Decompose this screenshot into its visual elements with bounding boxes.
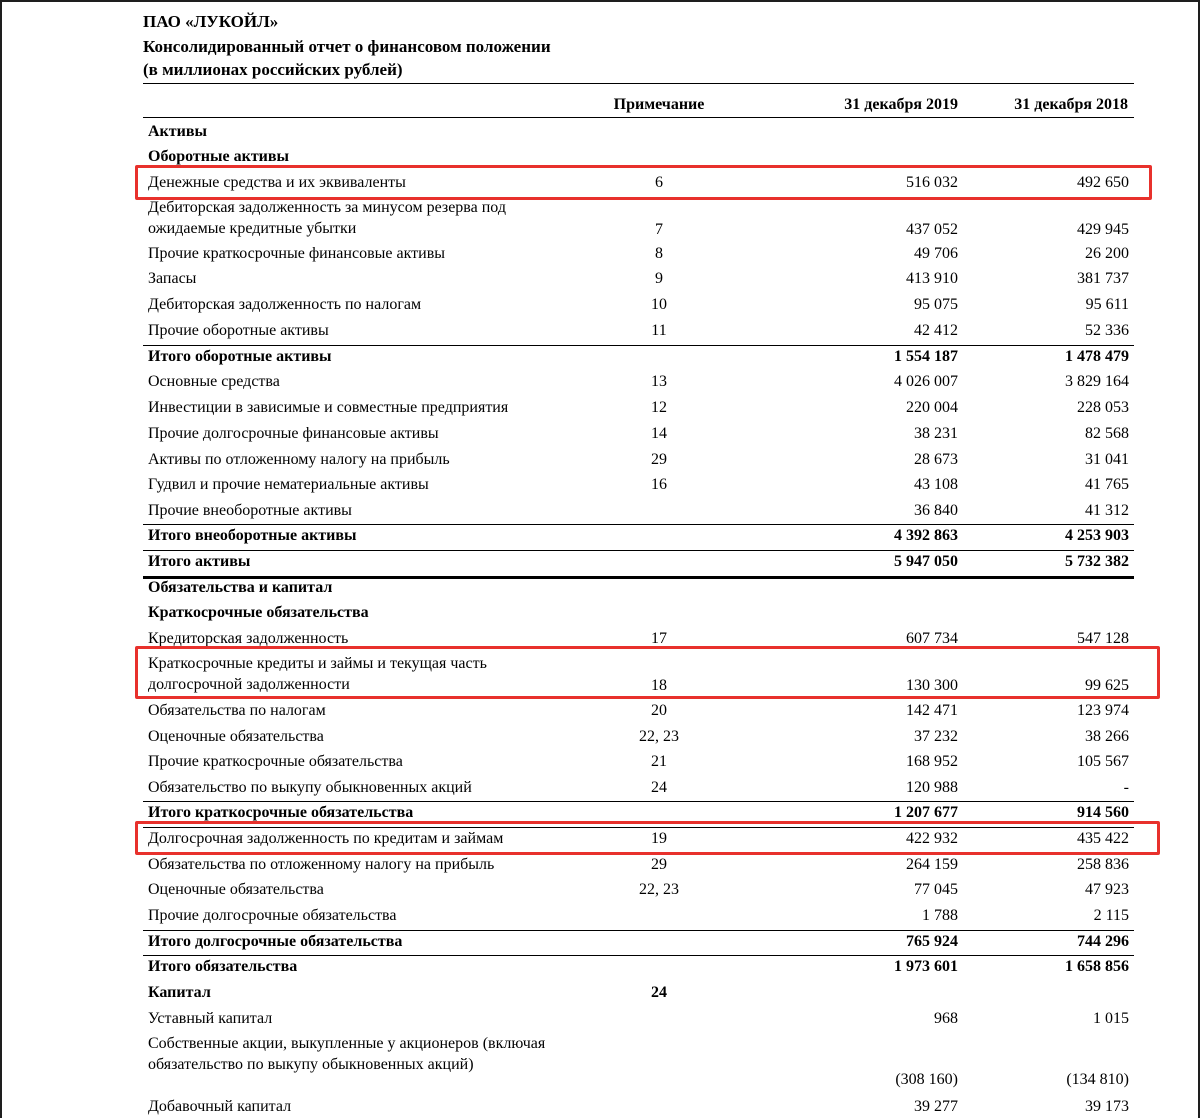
row-label: Краткосрочные обязательства [148, 604, 369, 621]
row-note: 10 [651, 296, 667, 313]
row-value-2019: 1 207 677 [894, 804, 958, 821]
row-value-2019: 142 471 [906, 702, 958, 719]
row-note: 12 [651, 399, 667, 416]
row-label: Обязательства по отложенному налогу на прибыль [148, 856, 495, 873]
row-note: 14 [651, 425, 667, 442]
row-note: 22, 23 [639, 881, 679, 898]
row-label: Прочие долгосрочные обязательства [148, 907, 397, 924]
total-rule [143, 955, 1134, 956]
row-label: Основные средства [148, 373, 280, 390]
highlight-box-cash [135, 165, 1152, 200]
row-label: Итого краткосрочные обязательства [148, 804, 414, 821]
table-row [0, 346, 1200, 370]
row-note: 20 [651, 702, 667, 719]
highlight-box-short-term-debt [135, 646, 1160, 699]
row-value-2019: 264 159 [906, 856, 958, 873]
row-label: Прочие краткосрочные финансовые активы [148, 245, 445, 262]
row-note: 13 [651, 373, 667, 390]
row-note: 24 [651, 984, 667, 1001]
report-units: (в миллионах российских рублей) [143, 60, 403, 79]
row-value-2019: 77 045 [914, 881, 958, 898]
table-row [0, 577, 1200, 601]
total-rule [143, 801, 1134, 802]
row-value-2018: (134 810) [1066, 1071, 1129, 1088]
row-note: 7 [655, 221, 663, 238]
row-value-2018: 1 015 [1093, 1010, 1129, 1027]
row-value-2019: 968 [934, 1010, 958, 1027]
row-label: Оценочные обязательства [148, 881, 324, 898]
row-value-2019: 28 673 [914, 451, 958, 468]
row-label: Обязательство по выкупу обыкновенных акций [148, 779, 472, 796]
row-value-2019: 130 300 [906, 677, 958, 694]
row-value-2018: 52 336 [1085, 322, 1129, 339]
row-value-2018: 2 115 [1093, 907, 1129, 924]
total-rule [143, 576, 1134, 579]
row-value-2018: 41 312 [1085, 502, 1129, 519]
row-note: 8 [655, 245, 663, 262]
row-value-2018: 26 200 [1085, 245, 1129, 262]
row-value-2018: - [1123, 779, 1129, 796]
table-row [0, 243, 1200, 267]
row-value-2019: 37 232 [914, 728, 958, 745]
row-label: Итого внеоборотные активы [148, 527, 357, 544]
table-row [0, 602, 1200, 626]
highlight-box-long-term-debt [135, 821, 1160, 855]
row-value-2018: 381 737 [1077, 270, 1129, 287]
table-row [0, 854, 1200, 878]
row-value-2019: 168 952 [906, 753, 958, 770]
row-value-2019: 1 973 601 [894, 958, 958, 975]
table-row [0, 449, 1200, 473]
table-row [0, 423, 1200, 447]
row-value-2019: 437 052 [906, 221, 958, 238]
row-value-2018: 5 732 382 [1065, 553, 1129, 570]
row-value-2019: 1 554 187 [894, 348, 958, 365]
row-label: Краткосрочные кредиты и займы и текущая часть долгосрочной задолженности [148, 655, 487, 693]
row-value-2019: 4 392 863 [894, 527, 958, 544]
row-label: Итого оборотные активы [148, 348, 332, 365]
row-value-2019: 516 032 [906, 174, 958, 191]
row-note: 16 [651, 476, 667, 493]
row-label: Уставный капитал [148, 1010, 273, 1027]
row-value-2018: 914 560 [1077, 804, 1129, 821]
company-name: ПАО «ЛУКОЙЛ» [143, 12, 279, 31]
row-value-2018: 744 296 [1077, 933, 1129, 950]
row-value-2018: 1 658 856 [1065, 958, 1129, 975]
table-row [0, 1008, 1200, 1032]
row-label: Денежные средства и их эквиваленты [148, 174, 406, 191]
row-label: Дебиторская задолженность по налогам [148, 296, 422, 313]
row-value-2019: 413 910 [906, 270, 958, 287]
row-label: Дебиторская задолженность за минусом резерва под ожидаемые кредитные убытки [148, 199, 506, 237]
row-value-2019: 4 026 007 [894, 373, 958, 390]
row-note: 9 [655, 270, 663, 287]
row-note: 29 [651, 451, 667, 468]
row-label: Запасы [148, 270, 197, 287]
row-value-2018: 492 650 [1077, 174, 1129, 191]
report-title: Консолидированный отчет о финансовом положении [143, 37, 551, 56]
row-label: Капитал [148, 984, 211, 1001]
row-label: Прочие долгосрочные финансовые активы [148, 425, 439, 442]
total-rule [143, 524, 1134, 525]
row-note: 22, 23 [639, 728, 679, 745]
table-row [0, 294, 1200, 318]
row-label: Добавочный капитал [148, 1098, 292, 1115]
row-value-2018: 31 041 [1085, 451, 1129, 468]
row-note: 17 [651, 630, 667, 647]
row-value-2018: 547 128 [1077, 630, 1129, 647]
row-value-2019: 39 277 [914, 1098, 958, 1115]
row-value-2018: 41 765 [1085, 476, 1129, 493]
row-note: 18 [651, 677, 667, 694]
table-row [0, 320, 1200, 344]
row-value-2018: 123 974 [1077, 702, 1129, 719]
table-row [0, 121, 1200, 145]
row-label: Оценочные обязательства [148, 728, 324, 745]
row-value-2018: 47 923 [1085, 881, 1129, 898]
table-row [0, 197, 1200, 243]
row-value-2018: 38 266 [1085, 728, 1129, 745]
row-label: Прочие оборотные активы [148, 322, 329, 339]
table-row [0, 1096, 1200, 1120]
table-row [0, 956, 1200, 980]
row-value-2019: 765 924 [906, 933, 958, 950]
row-note: 19 [651, 830, 667, 847]
row-label: Кредиторская задолженность [148, 630, 349, 647]
row-label: Обязательства по налогам [148, 702, 326, 719]
row-value-2019: 5 947 050 [894, 553, 958, 570]
table-row [0, 726, 1200, 750]
row-label: Гудвил и прочие нематериальные активы [148, 476, 429, 493]
row-value-2018: 99 625 [1085, 677, 1129, 694]
column-header-2018: 31 декабря 2018 [1014, 96, 1128, 113]
row-value-2018: 435 422 [1077, 830, 1129, 847]
total-rule [143, 930, 1134, 931]
row-value-2018: 82 568 [1085, 425, 1129, 442]
row-value-2018: 95 611 [1085, 296, 1129, 313]
column-header-2019: 31 декабря 2019 [844, 96, 958, 113]
row-value-2019: 607 734 [906, 630, 958, 647]
table-row [0, 879, 1200, 903]
row-label: Долгосрочная задолженность по кредитам и займам [148, 830, 504, 847]
row-label: Обязательства и капитал [148, 579, 333, 596]
table-row [0, 905, 1200, 929]
row-value-2019: 1 788 [922, 907, 958, 924]
table-row [0, 551, 1200, 575]
row-label: Собственные акции, выкупленные у акционеров (включая обязательство по выкупу обыкновенных акций) [148, 1035, 546, 1073]
row-label: Прочие краткосрочные обязательства [148, 753, 403, 770]
table-row [0, 525, 1200, 549]
row-value-2019: 36 840 [914, 502, 958, 519]
table-row [0, 982, 1200, 1006]
row-value-2018: 3 829 164 [1065, 373, 1129, 390]
row-note: 6 [655, 174, 663, 191]
table-row [0, 268, 1200, 292]
table-row [0, 474, 1200, 498]
row-value-2019: 38 231 [914, 425, 958, 442]
row-value-2019: 120 988 [906, 779, 958, 796]
total-rule [143, 345, 1134, 346]
row-value-2019: 95 075 [914, 296, 958, 313]
row-value-2019: 42 412 [914, 322, 958, 339]
row-note: 11 [651, 322, 667, 339]
row-label: Итого активы [148, 553, 251, 570]
row-value-2018: 1 478 479 [1065, 348, 1129, 365]
row-value-2018: 258 836 [1077, 856, 1129, 873]
table-row [0, 397, 1200, 421]
row-label: Инвестиции в зависимые и совместные предприятия [148, 399, 509, 416]
table-row [0, 1033, 1200, 1093]
row-value-2018: 429 945 [1077, 221, 1129, 238]
table-row [0, 777, 1200, 801]
row-value-2018: 105 567 [1077, 753, 1129, 770]
row-value-2018: 4 253 903 [1065, 527, 1129, 544]
row-label: Активы [148, 123, 207, 140]
row-note: 29 [651, 856, 667, 873]
table-row [0, 931, 1200, 955]
table-row [0, 700, 1200, 724]
row-value-2019: 43 108 [914, 476, 958, 493]
row-value-2019: 220 004 [906, 399, 958, 416]
row-value-2018: 39 173 [1085, 1098, 1129, 1115]
table-row [0, 500, 1200, 524]
row-value-2019: (308 160) [895, 1071, 958, 1088]
row-label: Прочие внеоборотные активы [148, 502, 352, 519]
row-value-2018: 228 053 [1077, 399, 1129, 416]
row-label: Итого долгосрочные обязательства [148, 933, 403, 950]
total-rule [143, 550, 1134, 551]
table-row [0, 371, 1200, 395]
row-value-2019: 49 706 [914, 245, 958, 262]
row-label: Итого обязательства [148, 958, 298, 975]
column-header-note: Примечание [613, 96, 705, 113]
row-value-2019: 422 932 [906, 830, 958, 847]
row-note: 24 [651, 779, 667, 796]
table-row [0, 751, 1200, 775]
row-note: 21 [651, 753, 667, 770]
row-label: Активы по отложенному налогу на прибыль [148, 451, 450, 468]
row-label: Оборотные активы [148, 148, 290, 165]
